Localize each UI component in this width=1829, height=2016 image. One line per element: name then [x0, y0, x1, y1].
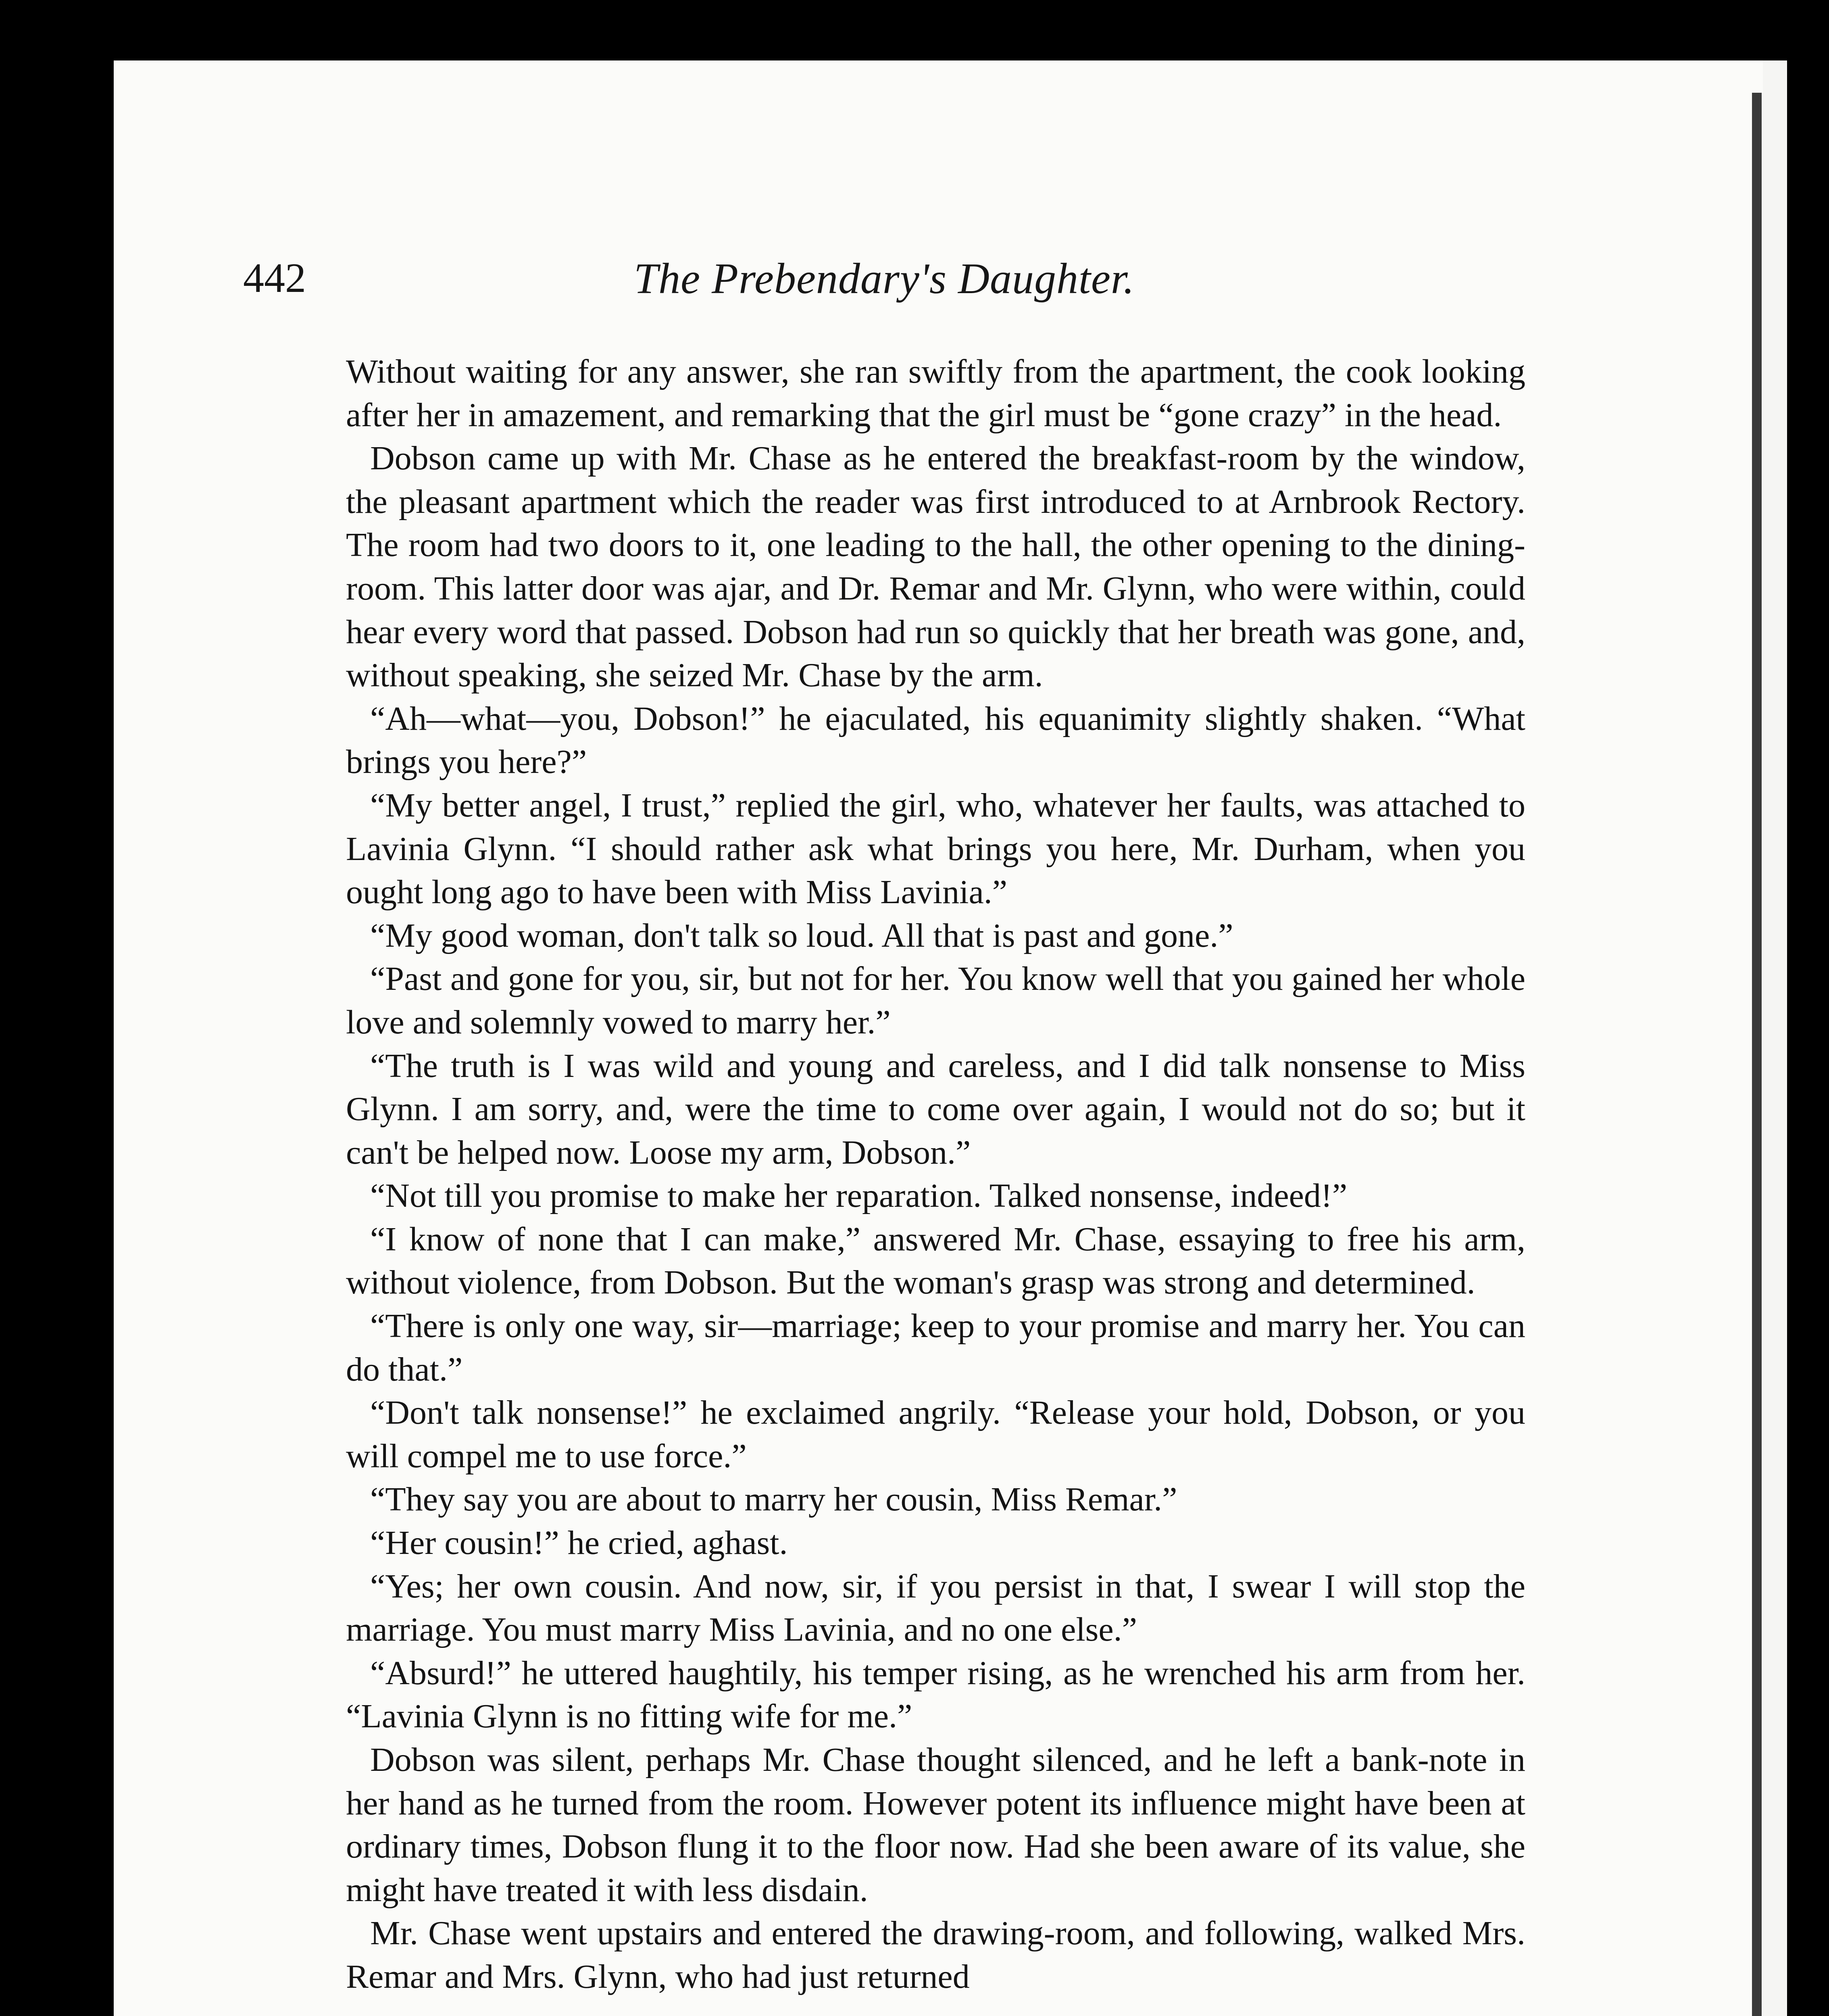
paragraph-12: “They say you are about to marry her cousin, Miss Remar.”: [370, 1481, 1177, 1518]
paragraph-7: “The truth is I was wild and young and careless, and I did talk nonsense to Miss Glynn. I am sorry, and, were the time to come over again, I would not do so; but it can't be helped now. Loose my arm, Dobson.”: [346, 1047, 1525, 1171]
paragraph-16: Dobson was silent, perhaps Mr. Chase thought silenced, and he left a bank-note in her hand as he turned from the room. However potent its influence might have been at ordinary times, Dobson flung it to the floor now. Had she been aware of its value, she might have treated it with less disdain.: [346, 1741, 1525, 1909]
paragraph-2: Dobson came up with Mr. Chase as he entered the breakfast-room by the window, the pleasant apartment which the reader was first introduced to at Arnbrook Rectory. The room had two doors to it, one leading to the hall, the other opening to the dining-room. This latter door was ajar, and Dr. Remar and Mr. Glynn, who were within, could hear every word that passed. Dobson had run so quickly that her breath was gone, and, without speaking, she seized Mr. Chase by the arm.: [346, 439, 1525, 694]
paragraph-6: “Past and gone for you, sir, but not for her. You know well that you gained her whole love and solemnly vowed to marry her.”: [346, 960, 1525, 1041]
paragraph-8: “Not till you promise to make her reparation. Talked nonsense, indeed!”: [370, 1177, 1348, 1215]
running-title: The Prebendary's Daughter.: [634, 255, 1135, 303]
paragraph-13: “Her cousin!” he cried, aghast.: [370, 1524, 788, 1562]
paragraph-4: “My better angel, I trust,” replied the girl, who, whatever her faults, was attached to Lavinia Glynn. “I should rather ask what brings you here, Mr. Durham, when you ought long ago to have been with Miss Lavinia.”: [346, 786, 1525, 911]
paragraph-10: “There is only one way, sir—marriage; keep to your promise and marry her. You can do that.”: [346, 1307, 1525, 1388]
body-text: [346, 350, 1525, 1999]
paragraph-15: “Absurd!” he uttered haughtily, his temper rising, as he wrenched his arm from her. “Lavinia Glynn is no fitting wife for me.”: [346, 1654, 1525, 1735]
adjacent-page-edge: [1763, 60, 1787, 2016]
page-gutter-shadow: [1752, 93, 1762, 2016]
page-number: 442: [243, 255, 306, 301]
page-header: [243, 254, 1525, 310]
paragraph-1: Without waiting for any answer, she ran swiftly from the apartment, the cook looking after her in amazement, and remarking that the girl must be “gone crazy” in the head.: [346, 353, 1525, 434]
paragraph-17: Mr. Chase went upstairs and entered the drawing-room, and following, walked Mrs. Remar and Mrs. Glynn, who had just returned: [346, 1914, 1525, 1995]
paragraph-14: “Yes; her own cousin. And now, sir, if you persist in that, I swear I will stop the marriage. You must marry Miss Lavinia, and no one else.”: [346, 1567, 1525, 1649]
paragraph-5: “My good woman, don't talk so loud. All that is past and gone.”: [370, 916, 1233, 954]
paragraph-3: “Ah—what—you, Dobson!” he ejaculated, his equanimity slightly shaken. “What brings you here?”: [346, 700, 1525, 781]
paragraph-11: “Don't talk nonsense!” he exclaimed angrily. “Release your hold, Dobson, or you will compel me to use force.”: [346, 1394, 1525, 1475]
paragraph-9: “I know of none that I can make,” answered Mr. Chase, essaying to free his arm, without violence, from Dobson. But the woman's grasp was strong and determined.: [346, 1220, 1525, 1302]
